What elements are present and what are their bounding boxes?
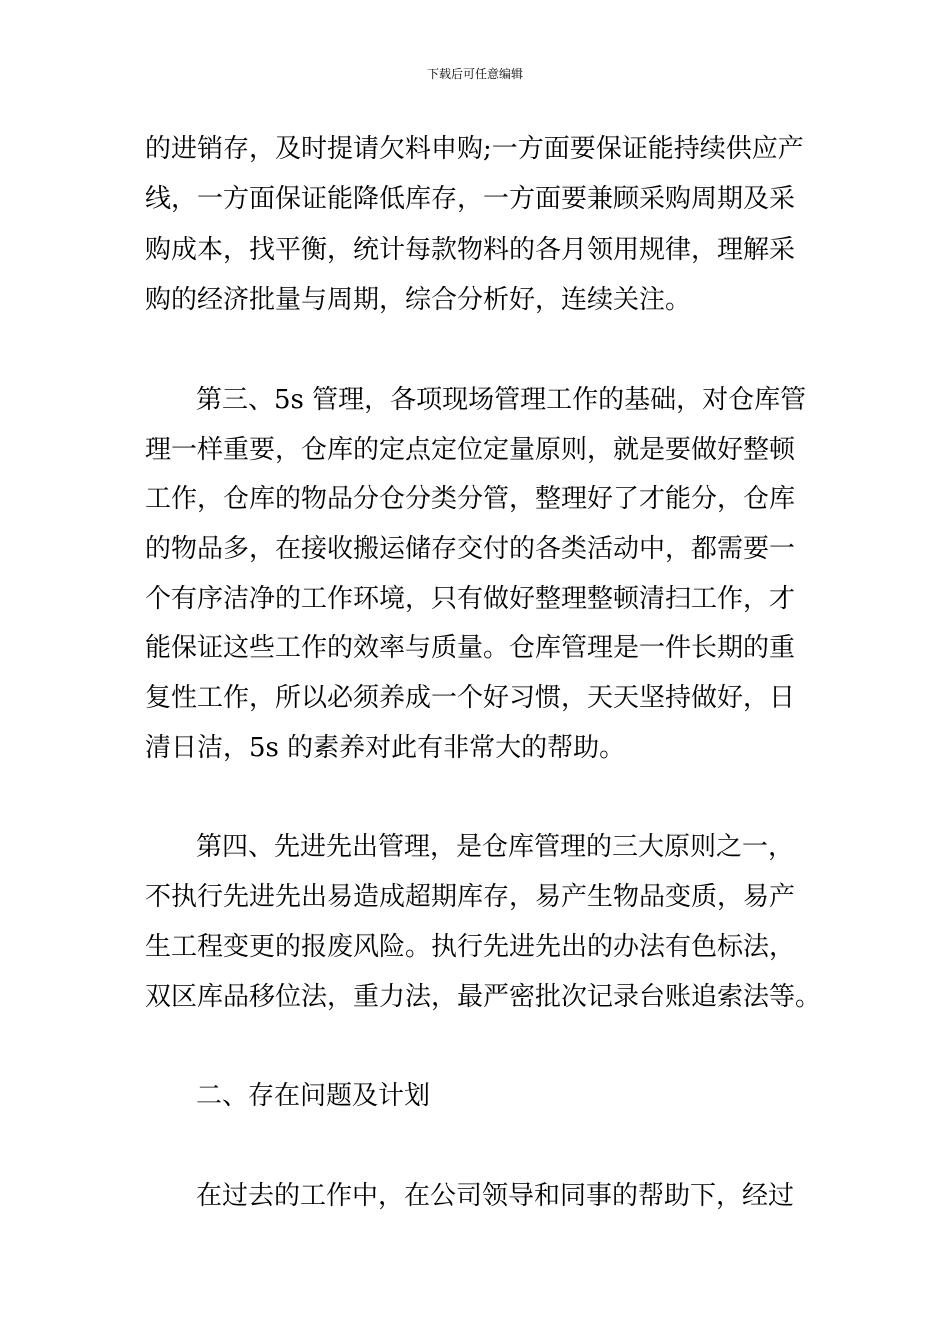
text-line: 线，一方面保证能降低库存，一方面要兼顾采购周期及采 — [145, 184, 796, 214]
text-line: 工作，仓库的物品分仓分类分管，整理好了才能分，仓库 — [145, 484, 796, 514]
text-line: 双区库品移位法，重力法，最严密批次记录台账追索法等。 — [145, 982, 822, 1012]
text-line: 购的经济批量与周期，综合分析好，连续关注。 — [145, 285, 692, 315]
text-line: 的物品多，在接收搬运储存交付的各类活动中，都需要一 — [145, 534, 796, 564]
page-header: 下载后可任意编辑 — [426, 67, 523, 81]
text-line: 第四、先进先出管理，是仓库管理的三大原则之一， — [196, 832, 795, 862]
text-line: 能保证这些工作的效率与质量。仓库管理是一件长期的重 — [145, 633, 796, 663]
text-line: 生工程变更的报废风险。执行先进先出的办法有色标法， — [145, 932, 796, 962]
text-line: 复性工作，所以必须养成一个好习惯，天天坚持做好，日 — [145, 683, 796, 713]
text-line: 不执行先进先出易造成超期库存，易产生物品变质，易产 — [145, 882, 796, 912]
text-line: 个有序洁净的工作环境，只有做好整理整顿清扫工作，才 — [145, 584, 796, 614]
text-line: 清日洁，5s 的素养对此有非常大的帮助。 — [145, 733, 626, 763]
text-line: 理一样重要，仓库的定点定位定量原则，就是要做好整顿 — [145, 435, 796, 465]
text-line: 第三、5s 管理，各项现场管理工作的基础，对仓库管 — [196, 385, 807, 415]
text-line: 购成本，找平衡，统计每款物料的各月领用规律，理解采 — [145, 235, 796, 265]
text-line: 在过去的工作中，在公司领导和同事的帮助下，经过 — [196, 1181, 795, 1211]
text-line: 的进销存，及时提请欠料申购;一方面要保证能持续供应产 — [145, 134, 804, 164]
heading-line: 二、存在问题及计划 — [196, 1081, 431, 1111]
